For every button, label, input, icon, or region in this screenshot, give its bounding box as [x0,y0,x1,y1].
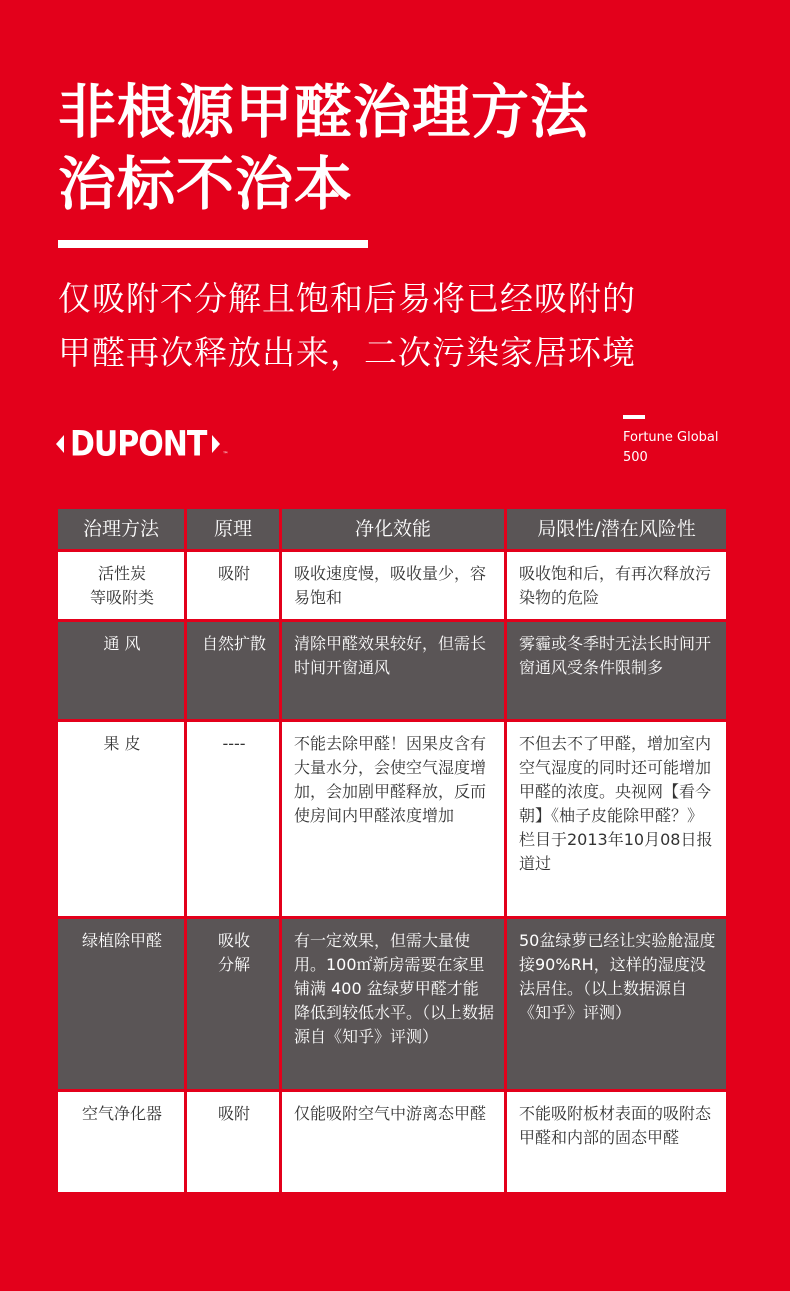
logo-left-chevron-icon [56,435,64,453]
principle-line-1: 自然扩散 [201,634,266,653]
method-line-1: 空气净化器 [81,1104,162,1123]
method-line-1: 通 风 [103,634,141,653]
tagline-line-1: Fortune Global [623,430,719,445]
cell-principle [187,722,279,916]
title-underline [58,240,368,248]
cell-method [58,622,184,719]
table-header-row [58,509,726,549]
tagline-rule [623,415,645,419]
title-line-2: 治标不治本 [58,150,354,218]
subtitle-line-1: 仅吸附不分解且饱和后易将已经吸附的 [58,279,636,318]
cell-risk: 吸收饱和后，有再次释放污染物的危险 [507,552,726,619]
dupont-logo [56,424,228,464]
principle-line-1: 吸收 [217,931,250,950]
header-method: 治理方法 [58,509,184,549]
principle-line-1: 吸附 [217,1104,250,1123]
cell-efficacy: 不能去除甲醛！因果皮含有大量水分，会使空气湿度增加，会加剧甲醛释放，反而使房间内甲醛浓度增加 [282,722,504,916]
cell-principle [187,1092,279,1192]
cell-principle [187,552,279,619]
cell-method [58,1092,184,1192]
method-line-2: 等吸附类 [89,588,154,607]
method-line-1: 果 皮 [103,734,141,753]
cell-method [58,919,184,1089]
fortune-tagline [623,428,763,468]
header-risk: 局限性/潜在风险性 [507,509,726,549]
cell-efficacy: 有一定效果，但需大量使用。100㎡新房需要在家里铺满 400 盆绿萝甲醛才能降低到较低水平。（以上数据源自《知乎》评测） [282,919,504,1089]
logo-wordmark: DUPONT [70,423,207,465]
logo-trademark: ™ [222,451,229,458]
principle-line-1: 吸附 [217,564,250,583]
comparison-table [55,506,729,1195]
table-row [58,622,726,719]
header-principle: 原理 [187,509,279,549]
cell-risk: 不但去不了甲醛，增加室内空气湿度的同时还可能增加甲醛的浓度。央视网【看今朝】《柚子皮能除甲醛？》栏目于2013年10月08日报道过 [507,722,726,916]
method-line-1: 活性炭 [97,564,146,583]
cell-risk: 雾霾或冬季时无法长时间开窗通风受条件限制多 [507,622,726,719]
cell-efficacy: 吸收速度慢，吸收量少，容易饱和 [282,552,504,619]
table-row [58,722,726,916]
table-row [58,1092,726,1192]
cell-efficacy: 清除甲醛效果较好，但需长时间开窗通风 [282,622,504,719]
method-line-1: 绿植除甲醛 [81,931,162,950]
tagline-line-2: 500 [623,450,648,465]
subtitle-line-2: 甲醛再次释放出来，二次污染家居环境 [58,333,636,372]
principle-line-1: ---- [222,734,246,753]
cell-risk: 不能吸附板材表面的吸附态甲醛和内部的固态甲醛 [507,1092,726,1192]
cell-principle [187,622,279,719]
subtitle [58,272,758,380]
logo-right-chevron-icon [212,435,220,453]
cell-method [58,722,184,916]
page-title [58,76,758,220]
cell-risk: 50盆绿萝已经让实验舱湿度接90%RH，这样的湿度没法居住。（以上数据源自《知乎》评测） [507,919,726,1089]
title-line-1: 非根源甲醛治理方法 [58,78,590,146]
cell-efficacy: 仅能吸附空气中游离态甲醛 [282,1092,504,1192]
cell-principle [187,919,279,1089]
table-row [58,919,726,1089]
principle-line-2: 分解 [217,955,250,974]
cell-method [58,552,184,619]
header-efficacy: 净化效能 [282,509,504,549]
table-row [58,552,726,619]
